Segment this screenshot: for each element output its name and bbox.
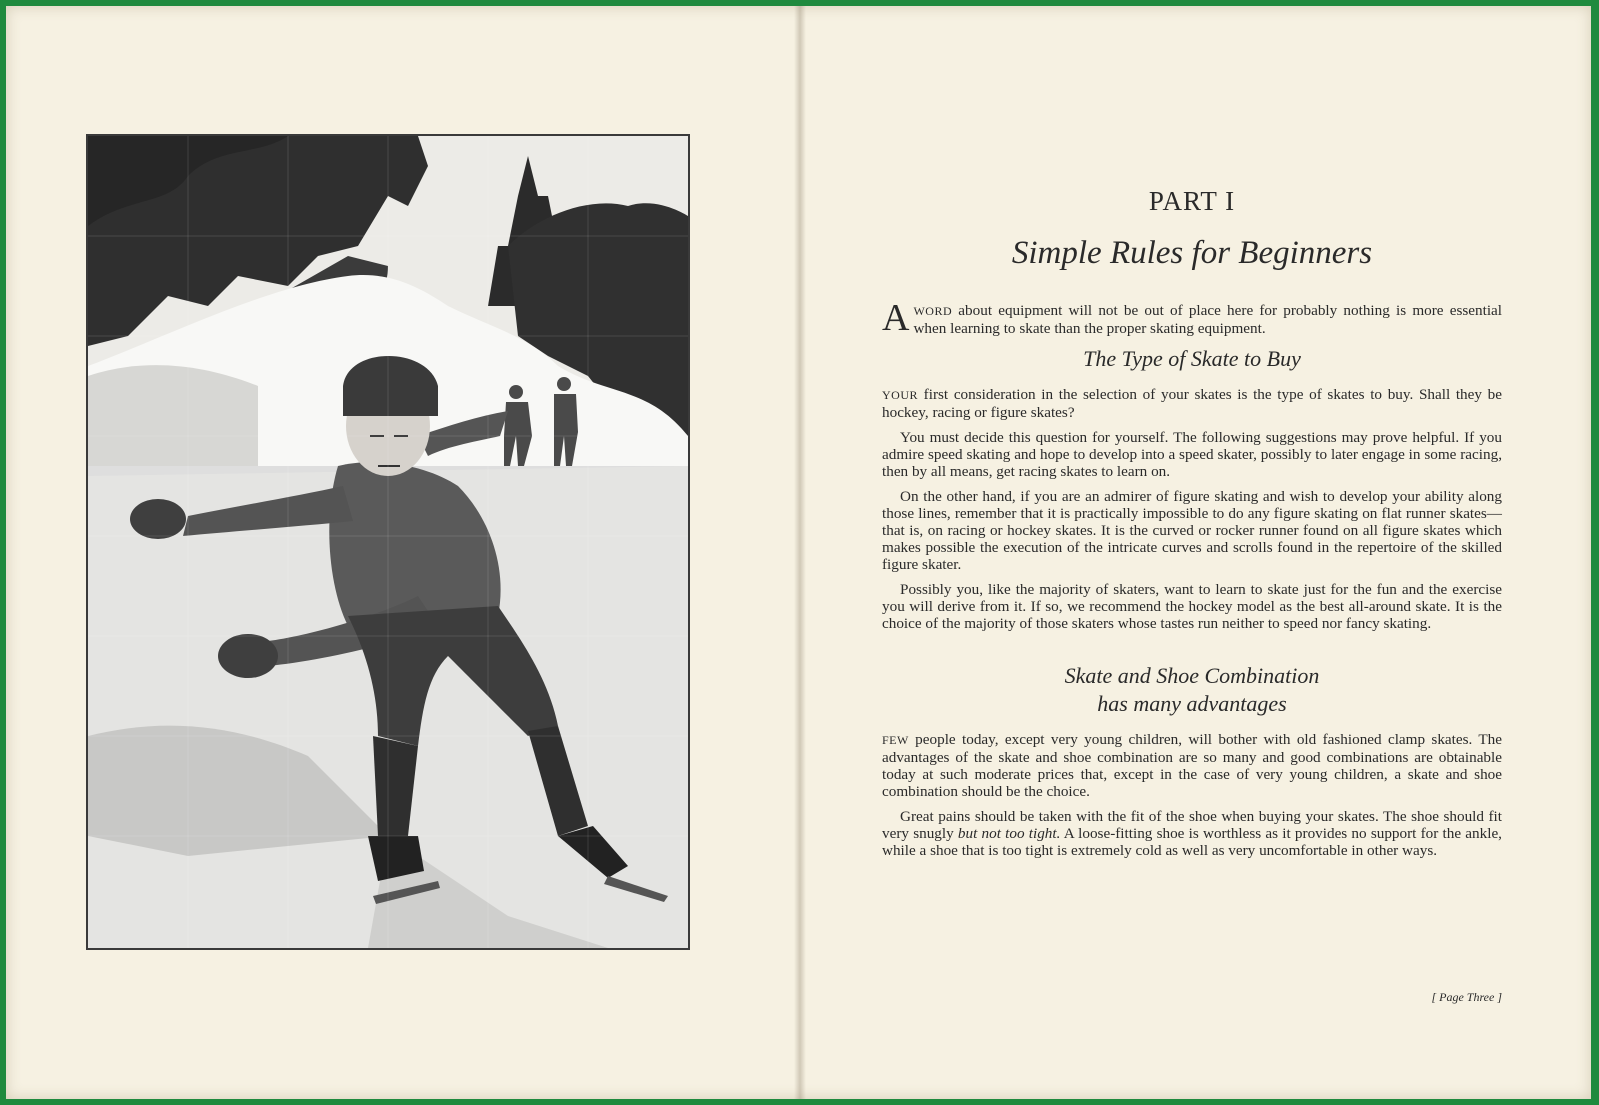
section2-title-line1: Skate and Shoe Combination [1064, 662, 1320, 688]
section1-p1-text: first consideration in the selection of your skates is the type of skates to buy. Shall they be hockey, racing or figure skates? [882, 385, 1502, 421]
center-fold [794, 6, 806, 1099]
section2-p1-text: people today, except very young children, will bother with old fashioned clamp skates. The advantages of the skate and shoe combination are so many and good combinations are obtainable today at such moderate prices that, except in the case of very young children, a skate and shoe combination should be the choice. [882, 730, 1502, 800]
section2-p2-b: A loose-fitting shoe is worthless as it provides no support for the ankle, while a shoe that is too tight is extremely cold as well as very uncomfortable in other ways. [882, 824, 1502, 859]
page-number: [ Page Three ] [1431, 990, 1502, 1004]
main-title: Simple Rules for Beginners [1011, 235, 1373, 271]
section1-paragraph-2: You must decide this question for yourself. The following suggestions may prove helpful. If you admire speed skating and hope to develop into a speed skater, possibly to later engage in some racing, then by all means, get racing skates to learn on. [882, 428, 1502, 480]
right-page [882, 186, 1502, 1004]
section2-smallcaps: FEW [882, 732, 909, 747]
intro-smallcaps: WORD [913, 304, 953, 318]
section-title-type-of-skate: The Type of Skate to Buy [1083, 346, 1301, 371]
intro-text: about equipment will not be out of place here for probably nothing is more essential when learning to skate than the proper skating equipment. [913, 302, 1502, 337]
drop-cap: A [882, 297, 910, 339]
section1-paragraph-4: Possibly you, like the majority of skaters, want to learn to skate just for the fun and the exercise you will derive from it. If so, we recommend the hockey model as the best all-around skate. It is the choice of the majority of those skaters whose tastes run neither to speed nor fancy skating. [882, 580, 1502, 632]
section2-paragraph-2 [882, 808, 1502, 859]
section1-paragraph-3: On the other hand, if you are an admirer of figure skating and wish to develop your ability along those lines, remember that it is practically impossible to do any figure skating on flat runner skates—that is, on racing or hockey skates. It is the curved or rocker runner found on all figure skates which makes possible the execution of the intricate curves and scrolls found in the repertoire of the skilled figure skater. [882, 487, 1502, 573]
section-title-skate-shoe [882, 662, 1502, 719]
section2-p2-a: Great pains should be taken with the fit of the shoe when buying your skates. The shoe should fit very snugly [882, 807, 1502, 842]
section1-smallcaps: YOUR [882, 387, 919, 402]
skater-drawing [88, 136, 688, 948]
skater-illustration [86, 134, 690, 950]
section2-p2-italic: but not too tight. [957, 824, 1061, 842]
section1-paragraph-1 [882, 386, 1502, 421]
part-heading: PART I [1148, 186, 1236, 216]
booklet-spread [6, 6, 1591, 1099]
section2-title-line2: has many advantages [1097, 691, 1287, 717]
intro-paragraph [882, 297, 1502, 339]
section2-paragraph-1 [882, 731, 1502, 800]
